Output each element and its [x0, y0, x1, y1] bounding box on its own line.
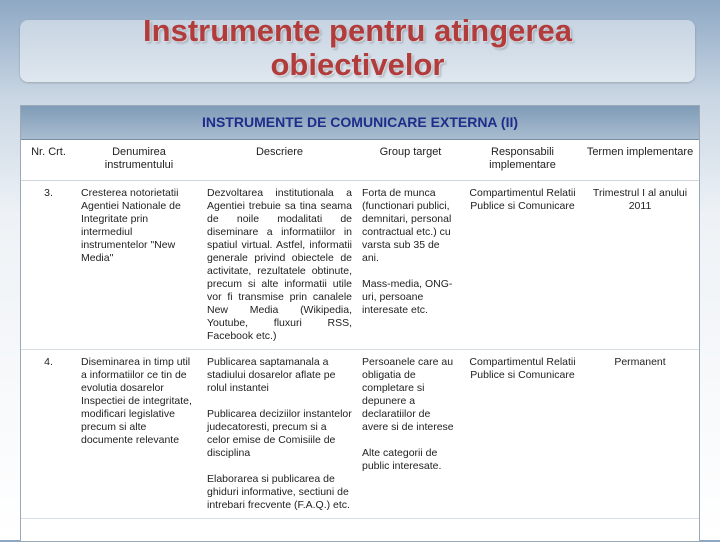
- row-term: Permanent: [614, 356, 666, 368]
- row-nr: 3.: [44, 187, 53, 199]
- instruments-table-frame: [20, 105, 700, 542]
- header-term: Termen implementare: [586, 146, 694, 158]
- header-group-target: Group target: [379, 146, 442, 158]
- table-row: [21, 350, 699, 519]
- group-target-paragraph: Alte categorii de public interesate.: [362, 447, 442, 472]
- slide-title-line-2: obiectivelor: [270, 47, 445, 82]
- row-responsible: Compartimentul Relatii Publice si Comunicare: [469, 356, 576, 381]
- row-nr: 4.: [44, 356, 53, 368]
- group-target-paragraph: Persoanele care au obligatia de completare si depunere a declaratiilor de avere si de interese: [362, 356, 454, 433]
- row-name: Diseminarea in timp util a informatiilor ce tin de evolutia dosarelor Inspectiei de integritate, modificari legislative precum si alte documente relevante: [81, 356, 192, 446]
- group-target-paragraph: Mass-media, ONG-uri, persoane interesate etc.: [362, 278, 453, 316]
- table-row: [21, 181, 699, 350]
- slide-title-line-1: Instrumente pentru atingerea: [143, 13, 572, 48]
- header-description: Descriere: [255, 146, 304, 158]
- section-heading: INSTRUMENTE DE COMUNICARE EXTERNA (II): [21, 106, 699, 140]
- description-paragraph: Publicarea saptamanala a stadiului dosarelor aflate pe rolul instantei: [207, 356, 336, 394]
- slide-title: [20, 14, 695, 82]
- row-term: Trimestrul I al anului 2011: [592, 187, 688, 212]
- row-description: [202, 181, 357, 350]
- instruments-table: [21, 140, 699, 519]
- header-responsible: Responsabili implementare: [489, 146, 556, 171]
- header-nr: Nr. Crt.: [31, 146, 66, 158]
- row-description: [202, 350, 357, 519]
- description-paragraph: Publicarea deciziilor instantelor judecatoresti, precum si a celor emise de Comisiile de disciplina: [207, 408, 352, 459]
- header-name: Denumirea instrumentului: [104, 146, 174, 171]
- group-target-paragraph: Forta de munca (functionari publici, demnitari, personal contractual etc.) cu varsta sub 35 de ani.: [362, 187, 452, 264]
- description-paragraph: Elaborarea si publicarea de ghiduri informative, sectiuni de intrebari frecvente (F.A.Q.) etc.: [207, 473, 350, 511]
- row-responsible: Compartimentul Relatii Publice si Comunicare: [469, 187, 576, 212]
- row-group-target: [357, 181, 464, 350]
- row-group-target: [357, 350, 464, 519]
- description-paragraph: Dezvoltarea institutionala a Agentiei trebuie sa tina seama de noile modalitati de diseminare a informatiilor in spatiul virtual. Astfel, informatii generale privind obiectele de activitate, rezultatele obtinute, precum si alte informatii utile vor fi transmise prin canalele New Media (Wikipedia, Youtube, fluxuri RSS, Facebook etc.): [207, 187, 352, 342]
- row-name: Cresterea notorietatii Agentiei Nationale de Integritate prin intermediul instrumentelor "New Media": [81, 187, 181, 264]
- table-header-row: [21, 140, 699, 181]
